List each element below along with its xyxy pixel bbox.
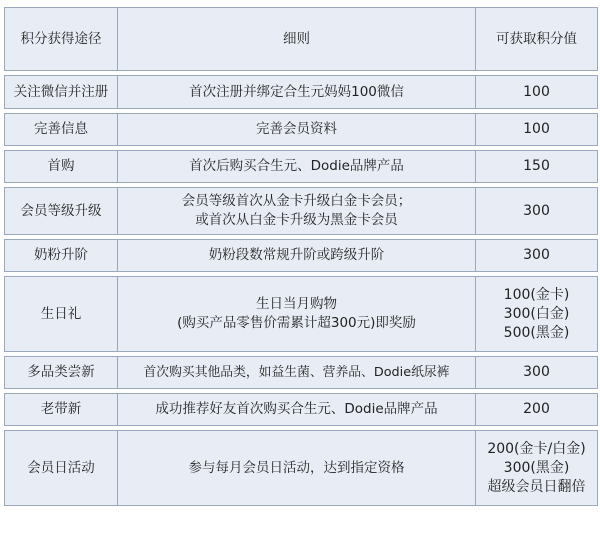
points-line: 150	[523, 158, 550, 174]
points-line: 300(白金)	[503, 305, 570, 322]
table-row	[4, 393, 598, 426]
rule-line: (购买产品零售价需累计超300元)即奖励	[177, 315, 416, 331]
points-rules-table	[4, 3, 598, 510]
table-row	[4, 430, 598, 506]
cell-rule	[118, 356, 476, 389]
header-way: 积分获得途径	[4, 7, 118, 71]
cell-rule	[118, 276, 476, 352]
cell-way: 老带新	[4, 393, 118, 426]
points-line: 100	[523, 121, 550, 137]
table-row	[4, 276, 598, 352]
cell-way: 首购	[4, 150, 118, 183]
table-row	[4, 113, 598, 146]
cell-points	[476, 187, 598, 235]
cell-points	[476, 150, 598, 183]
header-rule: 细则	[118, 7, 476, 71]
table-header-row	[4, 7, 598, 71]
rule-line: 首次注册并绑定合生元妈妈100微信	[189, 83, 404, 100]
points-line: 200	[523, 401, 550, 417]
rule-line: 首次购买其他品类，如益生菌、营养品、Dodie纸尿裤	[143, 365, 450, 380]
rule-line: 参与每月会员日活动，达到指定资格	[188, 459, 405, 476]
cell-rule	[118, 75, 476, 109]
cell-points	[476, 393, 598, 426]
rule-line: 奶粉段数常规升阶或跨级升阶	[208, 247, 385, 263]
table-row	[4, 239, 598, 272]
cell-points	[476, 356, 598, 389]
cell-rule	[118, 239, 476, 272]
rule-line: 或首次从白金卡升级为黑金卡会员	[195, 212, 398, 228]
cell-points	[476, 430, 598, 506]
rule-line: 生日当月购物	[256, 296, 337, 312]
cell-way: 奶粉升阶	[4, 239, 118, 272]
cell-rule	[118, 113, 476, 146]
cell-rule	[118, 150, 476, 183]
cell-way: 会员等级升级	[4, 187, 118, 235]
cell-points	[476, 276, 598, 352]
points-line: 100	[523, 83, 550, 100]
header-points: 可获取积分值	[476, 7, 598, 71]
cell-way: 多品类尝新	[4, 356, 118, 389]
rule-line: 完善会员资料	[256, 121, 337, 137]
points-line: 300	[523, 364, 550, 380]
rule-line: 首次后购买合生元、Dodie品牌产品	[189, 158, 404, 174]
cell-rule	[118, 187, 476, 235]
cell-rule	[118, 393, 476, 426]
cell-points	[476, 239, 598, 272]
table-row	[4, 187, 598, 235]
cell-way: 完善信息	[4, 113, 118, 146]
points-line: 100(金卡)	[503, 286, 570, 303]
table-row	[4, 150, 598, 183]
rule-line: 成功推荐好友首次购买合生元、Dodie品牌产品	[155, 401, 438, 417]
rule-line: 会员等级首次从金卡升级白金卡会员；	[181, 193, 412, 209]
table-row	[4, 75, 598, 109]
points-line: 300	[523, 202, 550, 219]
cell-points	[476, 75, 598, 109]
cell-rule	[118, 430, 476, 506]
cell-points	[476, 113, 598, 146]
cell-way: 关注微信并注册	[4, 75, 118, 109]
cell-way: 会员日活动	[4, 430, 118, 506]
table-row	[4, 356, 598, 389]
points-line: 超级会员日翻倍	[487, 478, 586, 495]
points-line: 300(黑金)	[503, 459, 570, 476]
cell-way: 生日礼	[4, 276, 118, 352]
points-line: 300	[523, 247, 550, 263]
points-line: 200(金卡/白金)	[487, 440, 586, 457]
points-line: 500(黑金)	[503, 324, 570, 341]
